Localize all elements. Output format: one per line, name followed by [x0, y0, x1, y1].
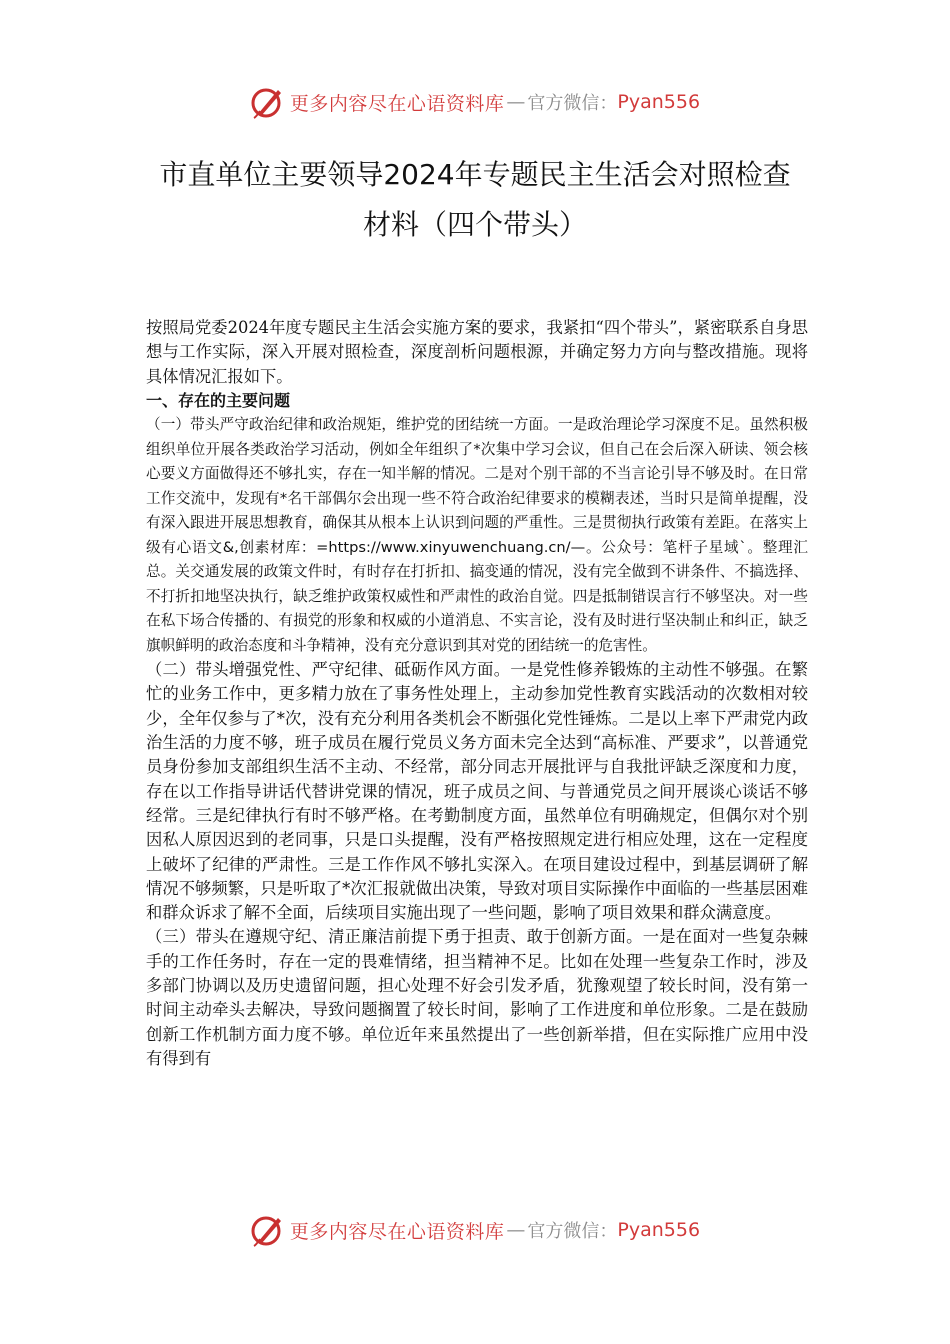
top-banner — [0, 82, 950, 122]
paragraph-1: （一）带头严守政治纪律和政治规矩，维护党的团结统一方面。一是政治理论学习深度不足。虽然积极组织单位开展各类政治学习活动，例如全年组织了*次集中学习会议，但自己在会后深入研读、领会核心要义方面做得还不够扎实，存在一知半解的情况。二是对个别干部的不当言论引导不够及时。在日常工作交流中，发现有*名干部偶尔会出现一些不符合政治纪律要求的模糊表述，当时只是简单提醒，没有深入跟进开展思想教育，确保其从根本上认识到问题的严重性。三是贯彻执行政策有差距。在落实上级有心语文&,创素材库：=https://www.xinyuwenchuang.cn/—。公众号：笔杆子星域`。整理汇总。关交通发展的政策文件时，有时存在打折扣、搞变通的情况，没有完全做到不讲条件、不搞选择、不打折扣地坚决执行，缺乏维护政策权威性和严肃性的政治自觉。四是抵制错误言行不够坚决。对一些在私下场合传播的、有损党的形象和权威的小道消息、不实言论，没有及时进行坚决制止和纠正，缺乏旗帜鲜明的政治态度和斗争精神，没有充分意识到其对党的团结统一的危害性。 — [146, 416, 808, 654]
document-title — [120, 150, 830, 250]
bottom-banner — [0, 1210, 950, 1250]
banner-separator: — — [506, 91, 526, 113]
title-line-2: 材料（四个带头） — [362, 208, 587, 241]
quill-pen-logo-icon — [250, 1212, 286, 1248]
banner-separator: — — [506, 1219, 526, 1241]
document-body — [146, 316, 808, 1071]
banner-main-text: 更多内容尽在心语资料库 — [289, 1220, 505, 1243]
intro-paragraph: 按照局党委2024年度专题民主生活会实施方案的要求，我紧扣“四个带头”，紧密联系自身思想与工作实际，深入开展对照检查，深度剖析问题根源，并确定努力方向与整改措施。现将具体情况汇报如下。 — [146, 318, 808, 386]
banner-handle: Pyan556 — [617, 91, 701, 113]
section-heading: 一、存在的主要问题 — [146, 390, 291, 410]
banner-handle: Pyan556 — [617, 1219, 701, 1241]
paragraph-3: （三）带头在遵规守纪、清正廉洁前提下勇于担责、敢于创新方面。一是在面对一些复杂棘手的工作任务时，存在一定的畏难情绪，担当精神不足。比如在处理一些复杂工作时，涉及多部门协调以及历史遗留问题，担心处理不好会引发矛盾，犹豫观望了较长时间，没有第一时间主动牵头去解决，导致问题搁置了较长时间，影响了工作进度和单位形象。二是在鼓励创新工作机制方面力度不够。单位近年来虽然提出了一些创新举措，但在实际推广应用中没有得到有 — [146, 927, 808, 1068]
quill-pen-logo-icon — [250, 84, 286, 120]
title-line-1: 市直单位主要领导2024年专题民主生活会对照检查 — [159, 158, 791, 191]
banner-main-text: 更多内容尽在心语资料库 — [289, 92, 505, 115]
banner-official-label: 官方微信： — [527, 93, 618, 114]
banner-official-label: 官方微信： — [527, 1221, 618, 1242]
paragraph-2: （二）带头增强党性、严守纪律、砥砺作风方面。一是党性修养锻炼的主动性不够强。在繁忙的业务工作中，更多精力放在了事务性处理上，主动参加党性教育实践活动的次数相对较少，全年仅参与了*次，没有充分利用各类机会不断强化党性锤炼。二是以上率下严肃党内政治生活的力度不够，班子成员在履行党员义务方面未完全达到“高标准、严要求”，以普通党员身份参加支部组织生活不主动、不经常，部分同志开展批评与自我批评缺乏深度和力度，存在以工作指导讲话代替讲党课的情况，班子成员之间、与普通党员之间开展谈心谈话不够经常。三是纪律执行有时不够严格。在考勤制度方面，虽然单位有明确规定，但偶尔对个别因私人原因迟到的老同事，只是口头提醒，没有严格按照规定进行相应处理，这在一定程度上破坏了纪律的严肃性。三是工作作风不够扎实深入。在项目建设过程中，到基层调研了解情况不够频繁，只是听取了*次汇报就做出决策，导致对项目实际操作中面临的一些基层困难和群众诉求了解不全面，后续项目实施出现了一些问题，影响了项目效果和群众满意度。 — [146, 660, 808, 923]
